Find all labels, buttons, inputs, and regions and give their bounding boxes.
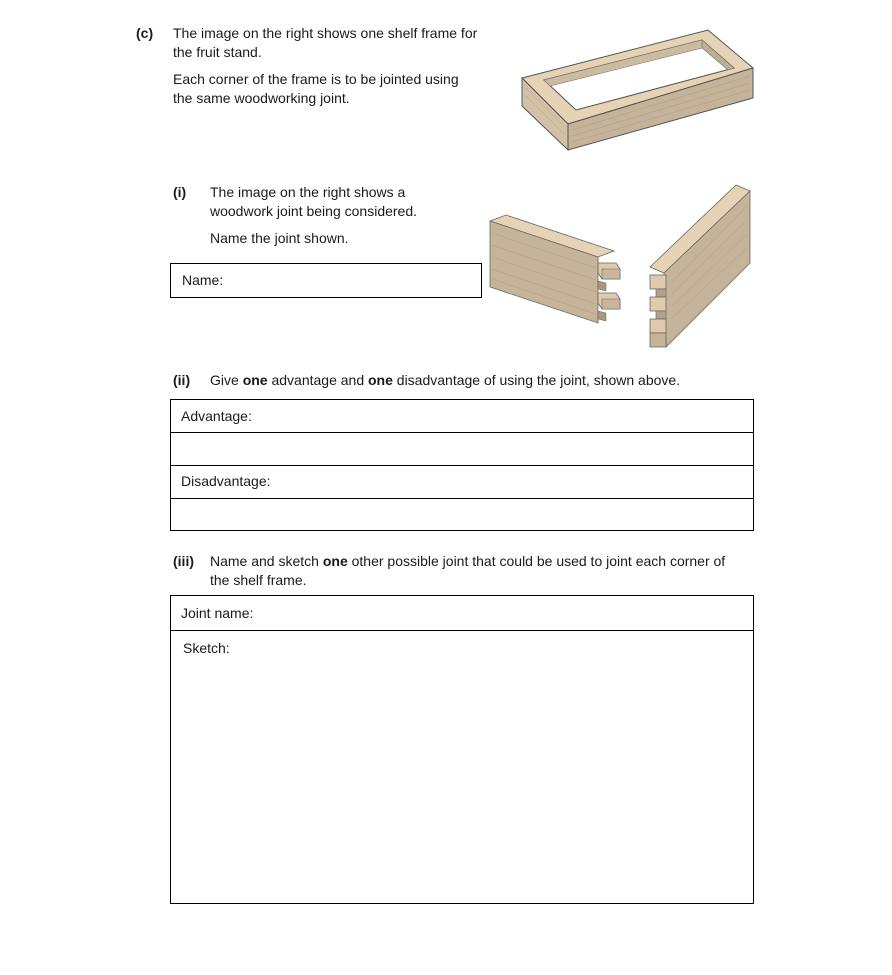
advantage-disadvantage-table[interactable] xyxy=(170,399,754,531)
part-ii-prompt: Give one advantage and one disadvantage of using the joint, shown above. xyxy=(210,372,681,388)
part-c-line1: The image on the right shows one shelf frame for xyxy=(173,25,478,41)
question-label-c: (c) xyxy=(136,25,154,41)
sketch-label: Sketch: xyxy=(183,640,230,656)
joint-sketch-box[interactable] xyxy=(170,595,754,904)
joint-name-label: Joint name: xyxy=(181,605,254,621)
part-iii-line1: Name and sketch one other possible joint that could be used to joint each corner of xyxy=(210,553,726,569)
part-i-line2: woodwork joint being considered. xyxy=(210,203,418,219)
name-answer-box[interactable] xyxy=(170,263,482,298)
question-label-ii: (ii) xyxy=(173,372,191,388)
advantage-label: Advantage: xyxy=(181,408,252,424)
table-divider xyxy=(171,630,753,631)
table-divider xyxy=(171,465,753,466)
name-label: Name: xyxy=(182,272,224,288)
question-label-i: (i) xyxy=(173,184,187,200)
part-iii-line2: the shelf frame. xyxy=(210,572,307,588)
table-divider xyxy=(171,498,753,499)
part-c-line2: the fruit stand. xyxy=(173,44,262,60)
part-c-line3: Each corner of the frame is to be jointed using xyxy=(173,71,459,87)
disadvantage-label: Disadvantage: xyxy=(181,473,271,489)
part-c-line4: the same woodworking joint. xyxy=(173,90,350,106)
shelf-frame-image xyxy=(520,28,758,152)
comb-joint-image xyxy=(486,183,756,351)
part-i-line3: Name the joint shown. xyxy=(210,230,349,246)
table-divider xyxy=(171,432,753,433)
question-label-iii: (iii) xyxy=(173,553,194,569)
part-i-line1: The image on the right shows a xyxy=(210,184,406,200)
